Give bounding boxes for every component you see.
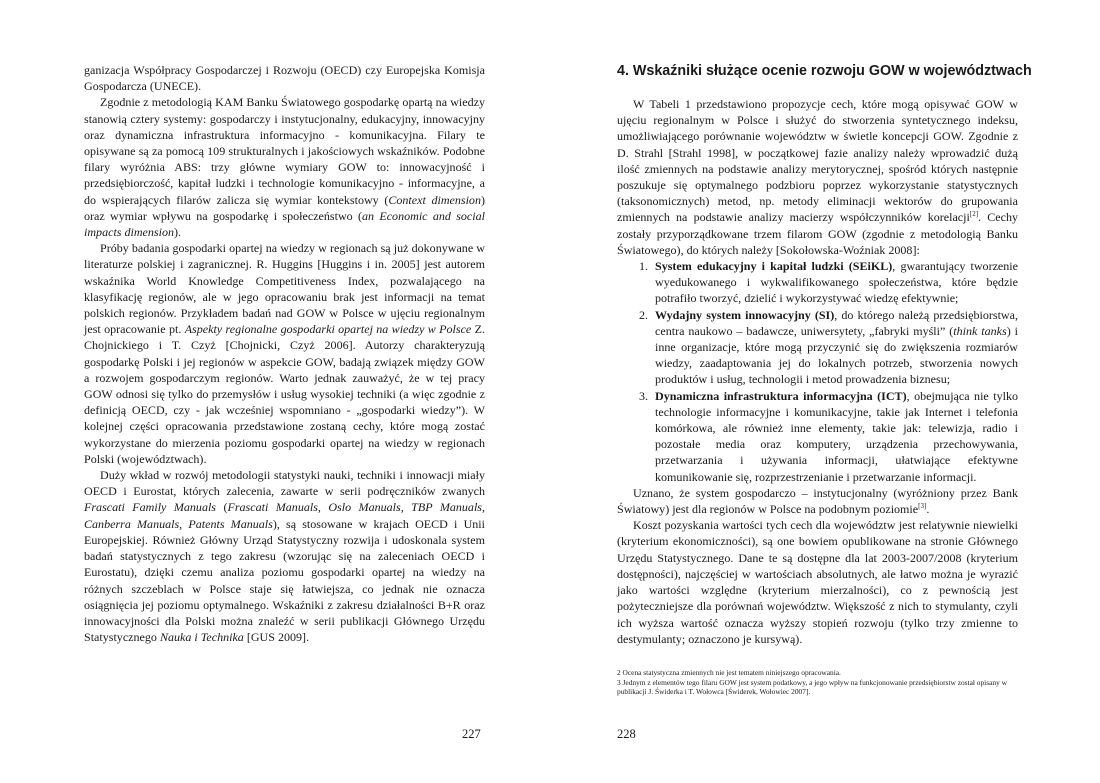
right-paragraph-1: W Tabeli 1 przedstawiono propozycje cech, które mogą opisywać GOW w ujęciu regionalnym w Polsce i służyć do stworzenia syntetycznego indeksu, umożliwiającego porównanie województw w świetle koncepcji GOW. Zgodnie z D. Strahl [Strahl 1998], w początkowej fazie analizy należy wprowadzić dużą ilość zmiennych na podstawie analizy merytorycznej, spośród których następnie poszukuje się optymalnego podzbioru poprzez wykorzystanie statystycznych (taksonomicznych) metod, np. metody eliminacji wektorów do grupowania zmiennych na podstawie analizy macierzy współczynników korelacji[2]. Cechy zostały przyporządkowane trzem filarom GOW (zgodnie z metodologią Banku Światowego), do których należy [Sokołowska-Woźniak 2008]: — [617, 97, 1018, 257]
page-number-right: 228 — [617, 727, 636, 741]
left-paragraph-4: Duży wkład w rozwój metodologii statystyki nauki, techniki i innowacji miały OECD i Eurostat, których zalecenia, zawarte w serii podręczników zwanych Frascati Family Manuals (Frascati Manuals, Oslo Manuals, TBP Manuals, Canberra Manuals, Patents Manuals), są stosowane w krajach OECD i Unii Europejskiej. Również Główny Urząd Statystyczny rozwija i udoskonala system badań statystycznych z tego zakresu (wzorując się na zaleceniach OECD i Eurostatu), dzięki czemu analiza poziomu gospodarki opartej na wiedzy na różnych szczeblach w Polsce staje się łatwiejsza, co jednak nie oznacza osiągnięcia jej poziomu optymalnego. Wskaźniki z zakresu działalności B+R oraz innowacyjności dla Polski można znaleźć w serii publikacji Głównego Urzędu Statystycznego Nauka i Technika [GUS 2009]. — [84, 468, 485, 645]
right-paragraph-3: Koszt pozyskania wartości tych cech dla województw jest relatywnie niewielki (kryterium ekonomiczności), są one bowiem opublikowane na stronie Głównego Urzędu Statystycznego. Dane te są dostępne dla lat 2003-2007/2008 (kryterium dostępności), najczęściej w wartościach absolutnych, ale łatwo można je wyrazić jako wartości względne (kryterium mierzalności), co z pewnością jest pożyteczniejsze dla porównań województw. Większość z nich to stymulanty, czyli ich wyższa wartość oznacza wyższy stopień rozwoju (tylko trzy zmienne to destymulanty; oznaczono je kursywą). — [617, 518, 1018, 646]
section-heading: 4. Wskaźniki służące ocenie rozwoju GOW w województwach — [617, 63, 1032, 79]
left-page — [84, 62, 485, 645]
footnote-2: 2 Ocena statystyczna zmiennych nie jest tematem niniejszego opracowania. — [617, 668, 841, 677]
left-paragraph-1: ganizacja Współpracy Gospodarczej i Rozwoju (OECD) czy Europejska Komisja Gospodarcza (UNECE). — [84, 63, 485, 94]
left-paragraph-3: Próby badania gospodarki opartej na wiedzy w regionach są już dokonywane w literaturze polskiej i zagranicznej. R. Huggins [Huggins i in. 2005] jest autorem wskaźnika World Knowledge Competitiveness Index, pozwalającego na klasyfikację regionów, ale w jego opracowaniu brak jest informacji na temat polskich regionów. Przykładem badań nad GOW w Polsce w ujęciu regionalnym jest opracowanie pt. Aspekty regionalne gospodarki opartej na wiedzy w Polsce Z. Chojnickiego i T. Czyż [Chojnicki, Czyż 2006]. Autorzy charakteryzują gospodarkę Polski i jej regionów w aspekcie GOW, badają związek między GOW a rozwojem gospodarczym regionów. Warto jednak zauważyć, że w tej pracy GOW odnosi się tylko do przemysłów i usług wysokiej techniki (a więc zgodnie z definicją OECD, czy - jak wcześniej wspomniano - „gospodarki wiedzy”). W kolejnej części opracowania przedstawione zostaną cechy, które mogą zostać wykorzystane do mierzenia poziomu gospodarki opartej na wiedzy w regionach Polski (województwach). — [84, 241, 486, 466]
list-item: 1. System edukacyjny i kapitał ludzki (SEiKL), gwarantujący tworzenie wyedukowanego i wykwalifikowanego społeczeństwa, które będzie potrafiło tworzyć, dzielić i wykorzystywać wiedzę efektywnie; — [651, 258, 1018, 307]
list-item: 3. Dynamiczna infrastruktura informacyjna (ICT), obejmująca nie tylko technologie informacyjne i komunikacyjne, takie jak Internet i telefonia komórkowa, ale również inne elementy, takie jak: telewizja, radio i pozostałe media oraz komputery, urządzenia przechowywania, przetwarzania i używania informacji, ułatwiające efektywne komunikowanie się, rozprzestrzenianie i przetwarzanie informacji. — [651, 388, 1018, 485]
footnote-3: 3 Jednym z elementów tego filaru GOW jest system podatkowy, a jego wpływ na funkcjonowanie przedsiębiorstw został opisany w publikacji J. Świderka i T. Wołowca [Świderek, Wołowiec 2007]. — [617, 677, 1007, 697]
pillars-list — [617, 258, 1018, 485]
footnotes — [617, 668, 1018, 697]
right-page — [617, 62, 1032, 647]
footnote-ref-2: [2] — [969, 210, 979, 219]
left-paragraph-2: Zgodnie z metodologią KAM Banku Światowego gospodarkę opartą na wiedzy stanowią cztery systemy: gospodarczy i instytucjonalny, edukacyjny, innowacyjny oraz dynamiczna infrastruktura informacyjno - komunikacyjna. Filary te opisywane są za pomocą 109 strukturalnych i jakościowych wskaźników. Podobne filary wyróżnia ABS: trzy główne wymiary GOW to: innowacyjność i przedsiębiorczość, kapitał ludzki i technologie komunikacyjno - informacyjne, a do wspierających filarów zalicza się wymiar kontekstowy (Context dimension) oraz wymiar wpływu na gospodarkę i społeczeństwo (an Economic and social impacts dimension). — [84, 95, 485, 240]
right-paragraph-2: Uznano, że system gospodarczo – instytucjonalny (wyróżniony przez Bank Światowy) jest dla regionów w Polsce na podobnym poziomie[3]. — [617, 485, 1018, 517]
footnote-ref-3: [3] — [918, 502, 927, 511]
list-item: 2. Wydajny system innowacyjny (SI), do którego należą przedsiębiorstwa, centra naukowo – badawcze, uniwersytety, „fabryki myśli” (think tanks) i inne organizacje, które mogą przyczynić się do zwiększenia rozmiarów wiedzy, zaadaptowania jej do lokalnych potrzeb, stworzenia nowych produktów i usług, technologii i metod prowadzenia biznesu; — [651, 307, 1018, 388]
page-number-left: 227 — [462, 727, 481, 741]
